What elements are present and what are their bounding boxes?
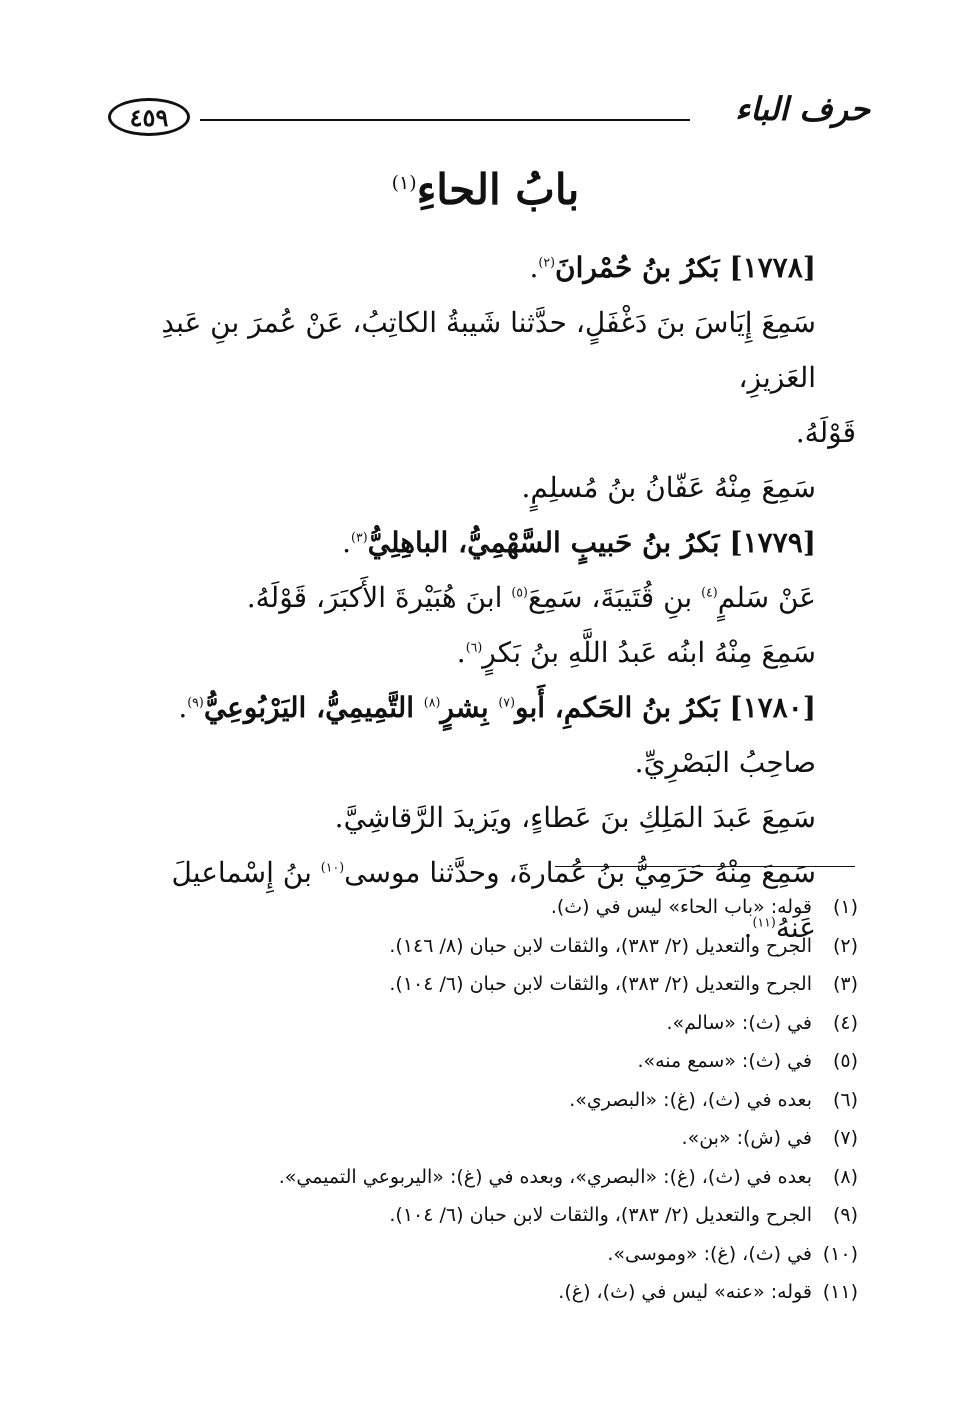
footnote-text: في (ش): «بن». — [681, 1127, 812, 1149]
footnote-text: الجرح والتعديل (٢/ ٣٨٣)، والثقات لابن حبان (٦/ ١٠٤). — [389, 1204, 812, 1226]
text-line: سَمِعَ مِنْهُ عَفّانُ بنُ مُسلِمٍ. — [521, 471, 816, 504]
footnote-number: (٢) — [832, 934, 858, 957]
footnote-ref: (٦) — [465, 639, 483, 655]
footnote-item — [120, 1196, 858, 1235]
footnote-item — [120, 1119, 858, 1158]
entry-1780-line: سَمِعَ مِنْهُ حَرَمِيُّ بنُ عُمارةَ، وحدَّثنا موسى$^{(١٠)}$ بنُ إِسْماعيلَ عَنهُ$^{(١١)}$. — [171, 856, 816, 944]
footnote-ref: (٥) — [511, 584, 528, 600]
text-fragment: بِشرٍ — [440, 691, 499, 724]
footnote-text: قوله: «باب الحاء» ليس في (ث). — [550, 896, 812, 918]
text-fragment: بنُ إِسْماعيلَ عَنهُ — [171, 856, 816, 944]
entry-1780-line — [100, 790, 816, 845]
footnote-ref: (١) — [391, 172, 417, 194]
text-fragment: التَّمِيمِيُّ، اليَرْبُوعِيُّ — [203, 691, 424, 724]
entry-1778-line — [100, 460, 816, 515]
footnote-ref: (٩) — [187, 694, 204, 710]
footnote-text: بعده في (ث)، (غ): «البصري». — [569, 1088, 812, 1111]
header-rule — [200, 119, 690, 121]
footnote-ref: (٤) — [701, 584, 718, 600]
entry-1780-head: [١٧٨٠] بَكرُ بنُ الحَكمِ، أَبو$^{(٧)}$ بِشرٍ$^{(٨)}$ التَّمِيمِيُّ، اليَرْبُوعِيُّ$^{(٩)}$. — [178, 691, 816, 724]
footnote-item — [120, 927, 858, 966]
text-line: صاحِبُ البَصْرِيِّ. — [634, 746, 816, 779]
footnote-number: (٥) — [832, 1050, 858, 1072]
entry-1779-line: سَمِعَ مِنْهُ ابنُه عَبدُ اللَّهِ بنُ بَكرٍ$^{(٦)}$. — [456, 636, 816, 669]
entry-1778-line-cont — [100, 405, 856, 460]
footnote-item — [120, 888, 858, 927]
footnote-item — [120, 1273, 858, 1312]
footnote-number: (٧) — [832, 1127, 858, 1149]
text-line: سَمِعَ عَبدَ المَلِكِ بنَ عَطاءٍ، ويَزيدَ الرَّقاشِيَّ. — [334, 801, 816, 834]
footnote-number: (١) — [832, 896, 858, 918]
entry-heading: [١٧٧٩] بَكرُ بنُ حَبيبٍ السَّهْمِيُّ، الباهِلِيُّ — [367, 526, 816, 559]
footnote-number: (١٠) — [822, 1242, 858, 1265]
footnote-number: (٣) — [832, 973, 858, 995]
footnote-ref: (٣) — [351, 529, 368, 545]
entry-1779-head: [١٧٧٩] بَكرُ بنُ حَبيبٍ السَّهْمِيُّ، الباهِلِيُّ$^{(٣)}$. — [342, 526, 816, 559]
text-line: قَوْلَهُ. — [795, 416, 856, 449]
footnote-item — [120, 1235, 858, 1274]
footnotes-list — [120, 888, 858, 1312]
footnote-item — [120, 1004, 858, 1043]
footnote-text: الجرح والتعديل (٢/ ٣٨٣)، والثقات لابن حبان (٨/ ١٤٦). — [389, 934, 812, 957]
footnote-item — [120, 1081, 858, 1120]
main-text — [100, 240, 856, 955]
entry-1778-head: [١٧٧٨] بَكرُ بنُ حُمْرانَ$^{(٢)}$. — [529, 251, 816, 284]
footnote-ref: (٢) — [538, 254, 555, 270]
footnote-text: في (ث): «سالم». — [666, 1011, 812, 1034]
page-number: ٤٥٩ — [129, 102, 169, 132]
text-fragment: بنِ قُتَيبَةَ، سَمِعَ — [527, 581, 702, 614]
footnote-item — [120, 965, 858, 1004]
footnote-ref: (٨) — [423, 694, 441, 710]
footnote-item — [120, 1158, 858, 1197]
footnote-number: (٦) — [832, 1088, 858, 1111]
footnote-number: (٨) — [832, 1165, 858, 1188]
footnote-number: (٩) — [832, 1204, 858, 1226]
footnote-number: (١١) — [822, 1281, 858, 1303]
entry-1778-line — [100, 295, 816, 405]
footnote-item — [120, 1042, 858, 1081]
footnote-text: في (ث): «سمع منه». — [637, 1050, 812, 1072]
footnote-text: قوله: «عنه» ليس في (ث)، (غ). — [558, 1281, 812, 1303]
footnote-text: بعده في (ث)، (غ): «البصري»، وبعده في (غ): «اليربوعي التميمي». — [278, 1165, 812, 1188]
chapter-title-text: بابُ الحاءِ — [416, 165, 580, 214]
footnote-ref: (١٠) — [320, 859, 345, 875]
footnote-separator — [555, 866, 855, 867]
footnote-text: في (ث)، (غ): «وموسى». — [607, 1242, 812, 1265]
running-head: حرف الباء — [735, 90, 870, 128]
text-line: سَمِعَ إِيَاسَ بنَ دَغْفَلٍ، حدَّثنا شَيبةُ الكاتِبُ، عَنْ عُمرَ بنِ عَبدِ العَزيزِ، — [161, 306, 816, 394]
entry-1780-line — [100, 735, 816, 790]
text-fragment: ابنَ هُبَيْرةَ الأَكبَرَ، قَوْلَهُ. — [246, 581, 512, 614]
footnote-ref: (١١) — [752, 914, 776, 930]
footnote-ref: (٧) — [498, 694, 515, 710]
entry-1779-line — [100, 570, 816, 625]
entry-heading: [١٧٧٨] بَكرُ بنُ حُمْرانَ — [555, 251, 816, 284]
page-header — [100, 90, 870, 150]
text-fragment: سَمِعَ مِنْهُ حَرَمِيُّ بنُ عُمارةَ، وحدَّثنا موسى — [344, 856, 816, 889]
chapter-title — [0, 165, 971, 214]
text-fragment: سَمِعَ مِنْهُ ابنُه عَبدُ اللَّهِ بنُ بَكرٍ — [482, 636, 816, 669]
footnote-text: الجرح والتعديل (٢/ ٣٨٣)، والثقات لابن حبان (٦/ ١٠٤). — [389, 973, 812, 995]
text-fragment: عَنْ سَلمٍ — [717, 581, 816, 614]
text-fragment: [١٧٨٠] بَكرُ بنُ الحَكمِ، أَبو — [514, 691, 816, 724]
footnote-number: (٤) — [832, 1011, 858, 1034]
entry-heading — [187, 691, 816, 724]
page-number-badge — [108, 98, 190, 136]
